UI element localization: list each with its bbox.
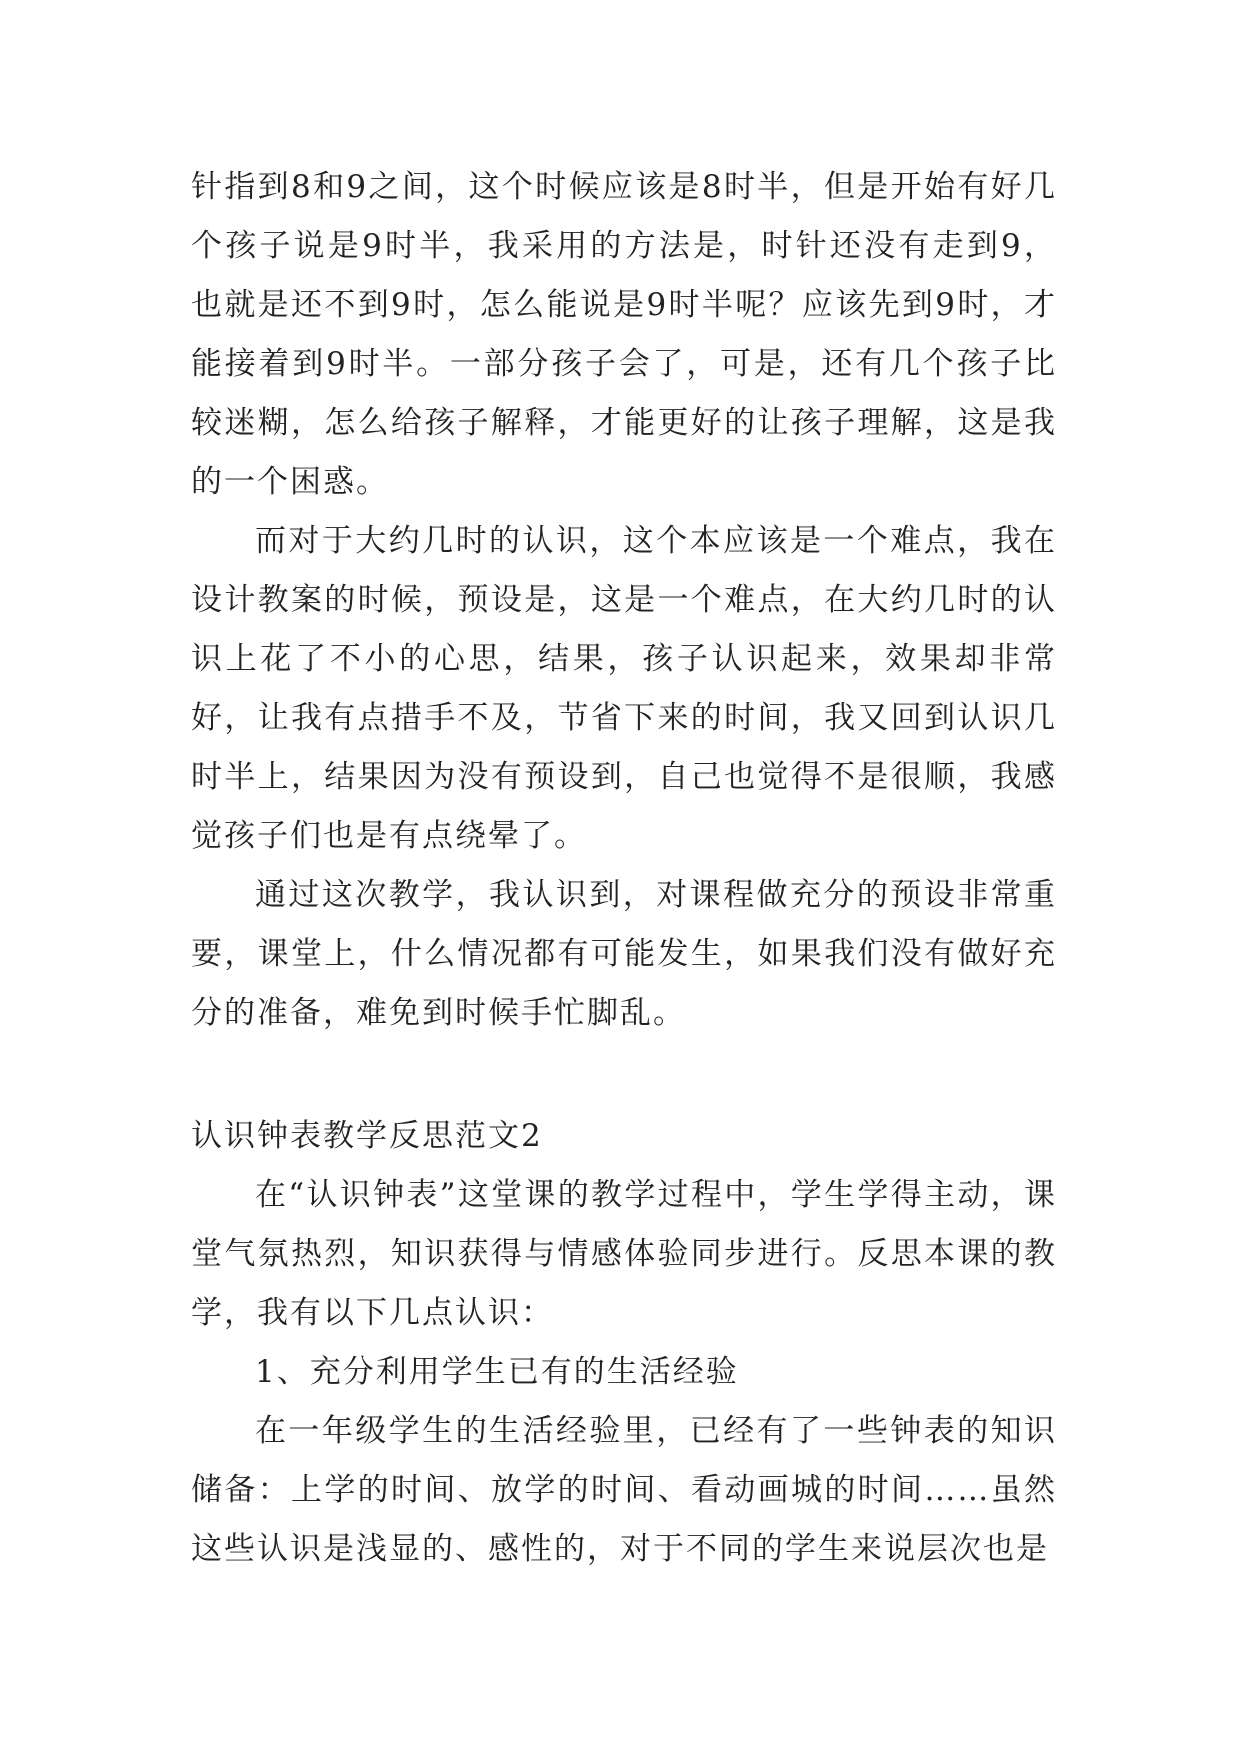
paragraph-intro: 在“认识钟表”这堂课的教学过程中，学生学得主动，课堂气氛热烈，知识获得与情感体验同步进行。反思本课的教学，我有以下几点认识： xyxy=(191,1177,1057,1331)
list-item-point-1: 1、充分利用学生已有的生活经验 xyxy=(255,1354,739,1390)
paragraph-continuation: 针指到8和9之间，这个时候应该是8时半，但是开始有好几个孩子说是9时半，我采用的方法是，时针还没有走到9，也就是还不到9时，怎么能说是9时半呢？应该先到9时，才能接着到9时半。一部分孩子会了，可是，还有几个孩子比较迷糊，怎么给孩子解释，才能更好的让孩子理解，这是我的一个困惑。 xyxy=(191,169,1057,500)
paragraph-approximate-time: 而对于大约几时的认识，这个本应该是一个难点，我在设计教案的时候，预设是，这是一个难点，在大约几时的认识上花了不小的心思，结果，孩子认识起来，效果却非常好，让我有点措手不及，节省下来的时间，我又回到认识几时半上，结果因为没有预设到，自己也觉得不是很顺，我感觉孩子们也是有点绕晕了。 xyxy=(191,523,1057,854)
section-heading: 认识钟表教学反思范文2 xyxy=(191,1118,543,1154)
document-body xyxy=(191,158,1057,1579)
paragraph-life-experience: 在一年级学生的生活经验里，已经有了一些钟表的知识储备：上学的时间、放学的时间、看动画城的时间……虽然这些认识是浅显的、感性的，对于不同的学生来说层次也是 xyxy=(191,1413,1057,1567)
paragraph-conclusion: 通过这次教学，我认识到，对课程做充分的预设非常重要，课堂上，什么情况都有可能发生，如果我们没有做好充分的准备，难免到时候手忙脚乱。 xyxy=(191,877,1057,1031)
